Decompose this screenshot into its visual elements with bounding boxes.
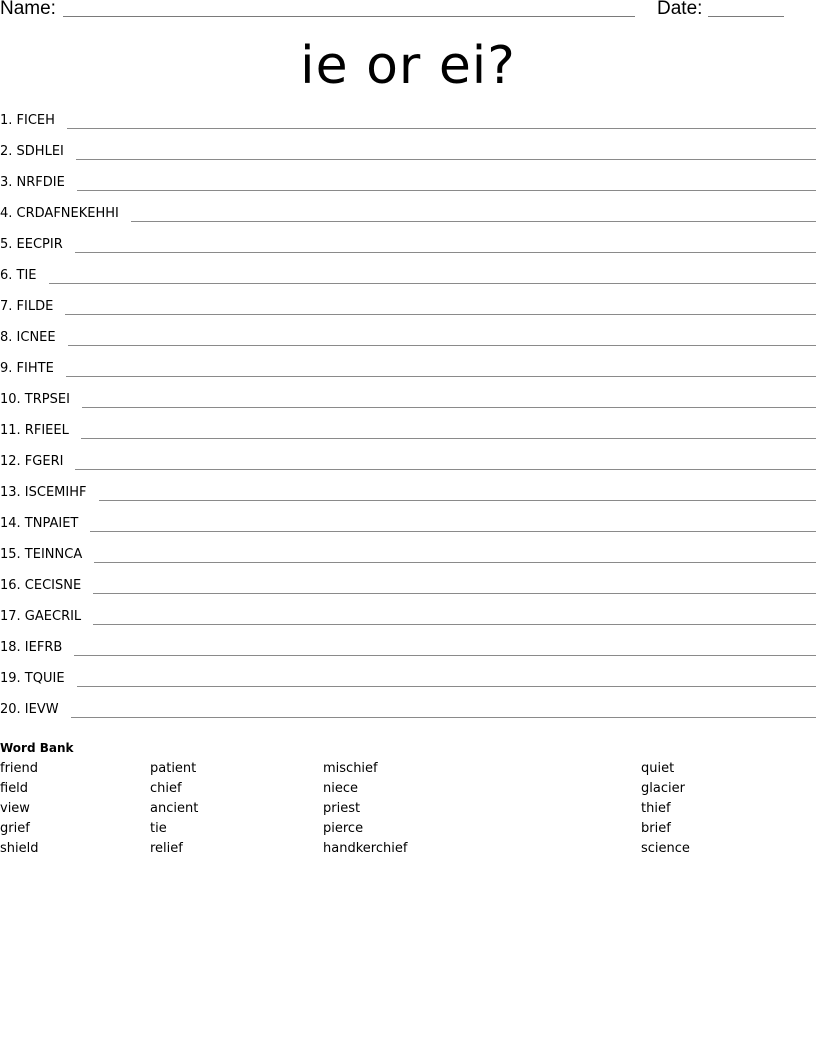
- scramble-item: [0, 576, 816, 607]
- scramble-label: 8. ICNEE: [0, 330, 56, 345]
- worksheet-header: [0, 0, 816, 21]
- answer-blank[interactable]: [93, 576, 816, 594]
- answer-blank[interactable]: [77, 669, 816, 687]
- scramble-item: [0, 514, 816, 545]
- answer-blank[interactable]: [81, 421, 816, 439]
- word-bank-word: view: [0, 801, 30, 816]
- answer-blank[interactable]: [77, 173, 816, 191]
- answer-blank[interactable]: [82, 390, 816, 408]
- scramble-item: [0, 204, 816, 235]
- answer-blank[interactable]: [94, 545, 816, 563]
- word-bank-word: ancient: [150, 801, 199, 816]
- scramble-label: 18. IEFRB: [0, 640, 63, 655]
- scramble-label: 11. RFIEEL: [0, 423, 69, 438]
- scramble-item: [0, 328, 816, 359]
- answer-blank[interactable]: [75, 235, 816, 253]
- scramble-item: [0, 390, 816, 421]
- scramble-label: 7. FILDE: [0, 299, 54, 314]
- word-bank-column: [641, 759, 690, 859]
- scramble-label: 19. TQUIE: [0, 671, 65, 686]
- scramble-item: [0, 607, 816, 638]
- scramble-label: 5. EECPIR: [0, 237, 63, 252]
- answer-blank[interactable]: [131, 204, 816, 222]
- word-bank-word: priest: [323, 801, 361, 816]
- scramble-label: 3. NRFDIE: [0, 175, 65, 190]
- worksheet-title: ie or ei?: [300, 36, 516, 96]
- date-blank[interactable]: [708, 16, 784, 17]
- scramble-label: 16. CECISNE: [0, 578, 82, 593]
- name-label: Name:: [0, 0, 56, 19]
- scramble-item: [0, 483, 816, 514]
- scramble-label: 2. SDHLEI: [0, 144, 64, 159]
- scramble-item: [0, 266, 816, 297]
- answer-blank[interactable]: [66, 359, 816, 377]
- scramble-label: 13. ISCEMIHF: [0, 485, 87, 500]
- scramble-label: 6. TIE: [0, 268, 37, 283]
- name-blank[interactable]: [63, 16, 635, 17]
- date-label: Date:: [657, 0, 703, 19]
- answer-blank[interactable]: [93, 607, 816, 625]
- scramble-label: 15. TEINNCA: [0, 547, 83, 562]
- word-bank-title: Word Bank: [0, 741, 74, 755]
- scramble-label: 1. FICEH: [0, 113, 55, 128]
- answer-blank[interactable]: [90, 514, 816, 532]
- word-bank-column: [323, 759, 407, 859]
- word-bank-word: brief: [641, 821, 671, 836]
- word-bank-word: science: [641, 841, 690, 856]
- scramble-item: [0, 421, 816, 452]
- answer-blank[interactable]: [65, 297, 816, 315]
- word-bank-word: mischief: [323, 761, 378, 776]
- scramble-label: 14. TNPAIET: [0, 516, 79, 531]
- word-bank-word: patient: [150, 761, 197, 776]
- word-bank-word: relief: [150, 841, 183, 856]
- scramble-list: [0, 111, 816, 731]
- answer-blank[interactable]: [74, 638, 816, 656]
- word-bank-word: glacier: [641, 781, 685, 796]
- answer-blank[interactable]: [67, 111, 816, 129]
- scramble-item: [0, 669, 816, 700]
- word-bank-column: [0, 759, 39, 859]
- answer-blank[interactable]: [99, 483, 816, 501]
- scramble-label: 17. GAECRIL: [0, 609, 82, 624]
- word-bank-word: chief: [150, 781, 182, 796]
- answer-blank[interactable]: [49, 266, 816, 284]
- scramble-item: [0, 142, 816, 173]
- scramble-item: [0, 638, 816, 669]
- word-bank-word: friend: [0, 761, 39, 776]
- answer-blank[interactable]: [76, 142, 816, 160]
- scramble-label: 4. CRDAFNEKEHHI: [0, 206, 119, 221]
- answer-blank[interactable]: [75, 452, 816, 470]
- scramble-label: 12. FGERI: [0, 454, 64, 469]
- scramble-item: [0, 545, 816, 576]
- word-bank-word: shield: [0, 841, 39, 856]
- word-bank-column: [150, 759, 198, 859]
- answer-blank[interactable]: [71, 700, 816, 718]
- scramble-label: 10. TRPSEI: [0, 392, 70, 407]
- scramble-item: [0, 452, 816, 483]
- scramble-label: 9. FIHTE: [0, 361, 54, 376]
- scramble-item: [0, 111, 816, 142]
- scramble-item: [0, 700, 816, 731]
- word-bank-word: tie: [150, 821, 167, 836]
- scramble-item: [0, 235, 816, 266]
- scramble-item: [0, 297, 816, 328]
- word-bank-word: thief: [641, 801, 671, 816]
- answer-blank[interactable]: [68, 328, 816, 346]
- scramble-item: [0, 173, 816, 204]
- word-bank-word: pierce: [323, 821, 364, 836]
- scramble-label: 20. IEVW: [0, 702, 59, 717]
- word-bank-word: handkerchief: [323, 841, 408, 856]
- word-bank-word: field: [0, 781, 29, 796]
- word-bank-word: quiet: [641, 761, 675, 776]
- scramble-item: [0, 359, 816, 390]
- word-bank-word: niece: [323, 781, 358, 796]
- word-bank-word: grief: [0, 821, 30, 836]
- word-bank-columns: [0, 759, 816, 859]
- word-bank: [0, 739, 816, 859]
